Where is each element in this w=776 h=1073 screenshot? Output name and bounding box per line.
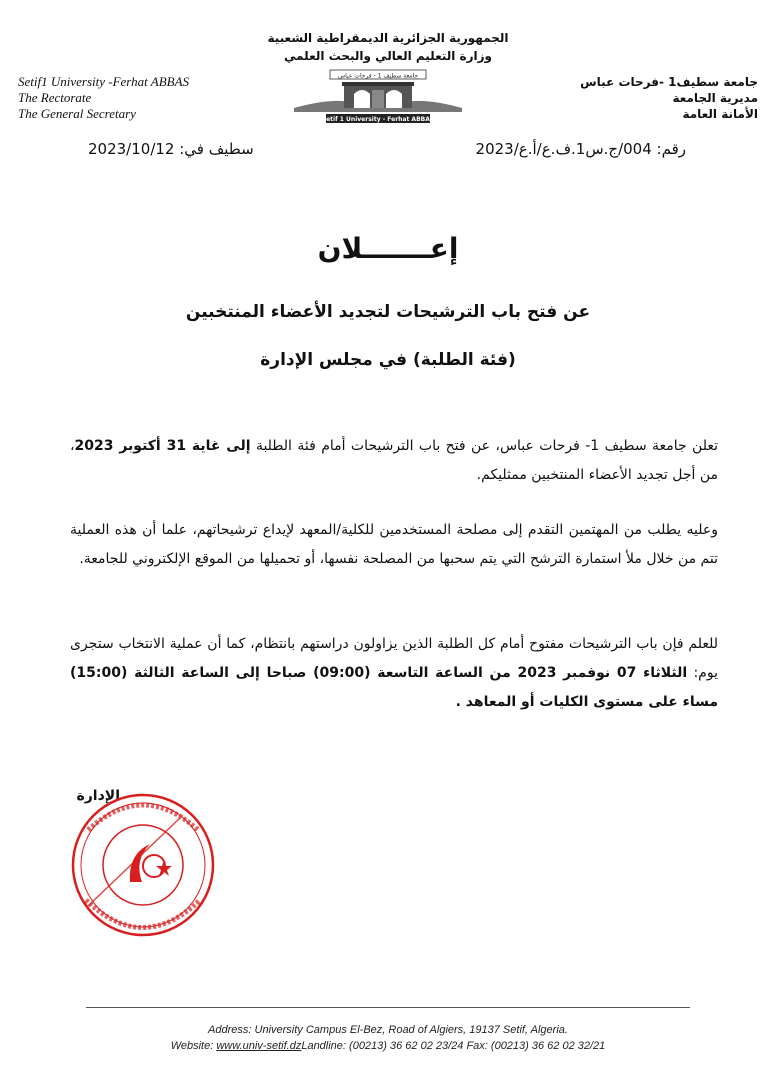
paragraph-3-text: للعلم فإن باب الترشيحات مفتوح أمام كل الطلبة الذين يزاولون دراستهم بانتظام، كما أن عملية الانتخاب ستجرى يوم: [70, 636, 718, 681]
official-stamp-icon [68, 790, 218, 940]
english-header-line: The Rectorate [18, 90, 92, 105]
document-date: سطيف في: 2023/10/12 [88, 140, 254, 158]
footer-website-label: Website: [170, 1040, 217, 1052]
english-header-line: The General Secretary [18, 106, 136, 121]
paragraph-1-end: ، من أجل تجديد الأعضاء المنتخبين ممثليكم. [70, 438, 718, 483]
subtitle-line-2: (فئة الطلبة) في مجلس الإدارة [260, 350, 516, 370]
paragraph-3 [70, 630, 718, 717]
arabic-header-line: مديرية الجامعة [672, 91, 758, 105]
signature-administration: الإدارة [76, 788, 120, 804]
paragraph-3-election-date: الثلاثاء 07 نوفمبر 2023 من الساعة التاسعة (09:00) صباحا إلى الساعة الثالثة (15:00) مساء على مستوى الكليات أو المعاهد . [70, 665, 718, 710]
paragraph-1-deadline: إلى غاية 31 أكتوبر 2023 [74, 438, 251, 454]
announcement-title: إعـــــــلان [317, 232, 459, 265]
website-link[interactable]: www.univ-setif.dz [216, 1040, 302, 1052]
ministry-title: وزارة التعليم العالي والبحث العلمي [283, 49, 493, 63]
english-header-line: Setif1 University -Ferhat ABBAS [18, 74, 190, 89]
paragraph-1-text: تعلن جامعة سطيف 1- فرحات عباس، عن فتح باب الترشيحات أمام فئة الطلبة [250, 438, 718, 454]
arabic-header [558, 74, 758, 122]
footer-contact [0, 1040, 776, 1052]
logo-caption: Setif 1 University - Ferhat ABBAS [321, 116, 435, 123]
subtitle-line-1: عن فتح باب الترشيحات لتجديد الأعضاء المنتخبين [185, 302, 591, 322]
paragraph-2: وعليه يطلب من المهتمين التقدم إلى مصلحة المستخدمين للكلية/المعهد لإيداع ترشيحاتهم، علما أن هذه العملية تتم من خلال ملأ استمارة الترشح التي يتم سحبها من المصلحة نفسها، أو تحميلها من الموقع الإلكتروني للجامعة. [70, 522, 718, 567]
footer-divider [86, 1007, 690, 1008]
arabic-header-line: جامعة سطيف1 -فرحات عباس [580, 75, 758, 89]
arabic-header-line: الأمانة العامة [682, 107, 758, 121]
footer-phone-fax: Landline: (00213) 36 62 02 23/24 Fax: (00213) 36 62 02 32/21 [301, 1040, 606, 1052]
footer-address: Address: University Campus El-Bez, Road of Algiers, 19137 Setif, Algeria. [208, 1024, 568, 1036]
republic-title: الجمهورية الجزائرية الديمقراطية الشعبية [267, 31, 509, 45]
university-logo-icon [290, 68, 466, 126]
english-header [18, 74, 189, 122]
reference-number: رقم: 004/ج.س1.ف.ع/أ.ع/2023 [475, 140, 686, 158]
paragraph-1 [70, 432, 718, 490]
logo-arabic-text: جامعة سطيف 1 - فرحات عباس [337, 72, 419, 80]
